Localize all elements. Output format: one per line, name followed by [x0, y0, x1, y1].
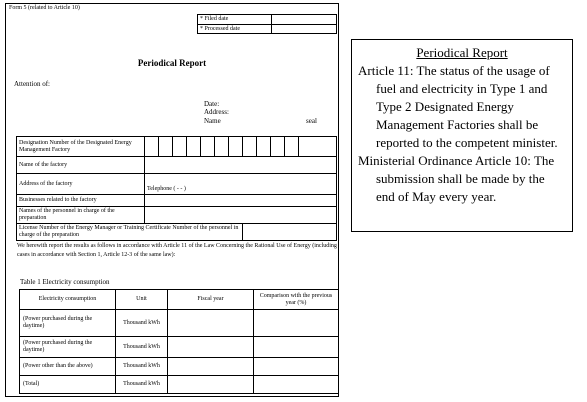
row-label: (Power purchased during the daytime): [20, 337, 116, 358]
designation-digit: [271, 137, 285, 157]
designation-digit: [299, 137, 337, 157]
factory-name-label: Name of the factory: [17, 157, 145, 174]
factory-name-value: [145, 157, 337, 174]
note-ordinance: Ministerial Ordinance Article 10: The submission shall be made by the end of May every year.: [358, 153, 555, 204]
attention-label: Attention of:: [14, 80, 50, 88]
form-number: Form 5 (related to Article 10): [9, 5, 80, 11]
periodical-report-form: [5, 3, 339, 397]
row-comparison: [254, 358, 339, 376]
address-label: Address:: [204, 108, 229, 116]
col-header-consumption: Electricity consumption: [20, 290, 116, 310]
license-label: License Number of the Energy Manager or Training Certificate Number of the personnel in charge of the preparation: [17, 224, 243, 241]
table-row: [20, 310, 339, 337]
factory-address-label: Address of the factory: [17, 174, 145, 195]
personnel-row: [17, 207, 337, 224]
designation-digit: [229, 137, 243, 157]
row-fiscal-year: [168, 310, 254, 337]
license-row: [17, 224, 337, 241]
filed-date-label: * Filed date: [200, 16, 229, 22]
note-article-11: Article 11: The status of the usage of fuel and electricity in Type 1 and Type 2 Designated Energy Management Factories shall be reported to the competent minister.: [358, 63, 558, 150]
row-unit: Thousand kWh: [116, 310, 168, 337]
row-unit: Thousand kWh: [116, 337, 168, 358]
table-row: [20, 337, 339, 358]
filed-date-divider: [271, 15, 272, 33]
designation-digit: [243, 137, 257, 157]
license-value: [243, 224, 337, 241]
designation-digit: [285, 137, 299, 157]
personnel-value: [145, 207, 337, 224]
filed-date-row: [198, 15, 336, 24]
report-note-box: [351, 39, 573, 232]
designation-digit: [159, 137, 173, 157]
report-paragraph: We herewith report the results as follows in accordance with Article 11 of the Law Concerning the Rational Use of Energy (including cases in accordance with Section 1, Article 12-3 of the same law):: [17, 243, 337, 258]
designation-digit: [187, 137, 201, 157]
designation-digit: [257, 137, 271, 157]
factory-name-row: [17, 157, 337, 174]
businesses-value: [145, 195, 337, 207]
designation-digit: [201, 137, 215, 157]
row-comparison: [254, 337, 339, 358]
factory-info-table: [16, 136, 337, 241]
businesses-row: [17, 195, 337, 207]
filed-date-box: [197, 14, 337, 34]
businesses-label: Businesses related to the factory: [17, 195, 145, 207]
row-fiscal-year: [168, 358, 254, 376]
date-label: Date:: [204, 100, 220, 108]
row-fiscal-year: [168, 337, 254, 358]
row-comparison: [254, 376, 339, 394]
factory-address-value: [145, 174, 337, 195]
factory-address-row: [17, 174, 337, 195]
row-label: (Power purchased during the daytime): [20, 310, 116, 337]
table-title: Table 1 Electricity consumption: [20, 278, 110, 286]
row-label: (Power other than the above): [20, 358, 116, 376]
note-title: Periodical Report: [416, 45, 508, 60]
designation-digit: [173, 137, 187, 157]
electricity-header-row: [20, 290, 339, 310]
designation-digit: [145, 137, 159, 157]
seal-label: seal: [306, 117, 317, 125]
personnel-label: Names of the personnel in charge of the preparation: [17, 207, 145, 224]
table-row: [20, 376, 339, 394]
col-header-fiscal-year: Fiscal year: [168, 290, 254, 310]
col-header-unit: Unit: [116, 290, 168, 310]
electricity-table: [19, 289, 339, 394]
form-title: Periodical Report: [137, 58, 207, 68]
col-header-comparison: Comparison with the previous year (%): [254, 290, 339, 310]
table-row: [20, 358, 339, 376]
name-label: Name: [204, 117, 221, 125]
designation-label: Designation Number of the Designated Energy Management Factory: [17, 137, 145, 157]
designation-digit: [215, 137, 229, 157]
row-comparison: [254, 310, 339, 337]
processed-date-label: * Processed date: [200, 26, 240, 32]
row-label: (Total): [20, 376, 116, 394]
row-unit: Thousand kWh: [116, 376, 168, 394]
row-fiscal-year: [168, 376, 254, 394]
row-unit: Thousand kWh: [116, 358, 168, 376]
designation-row: [17, 137, 337, 157]
processed-date-row: [198, 24, 336, 34]
telephone-label: Telephone ( - - ): [147, 186, 186, 192]
